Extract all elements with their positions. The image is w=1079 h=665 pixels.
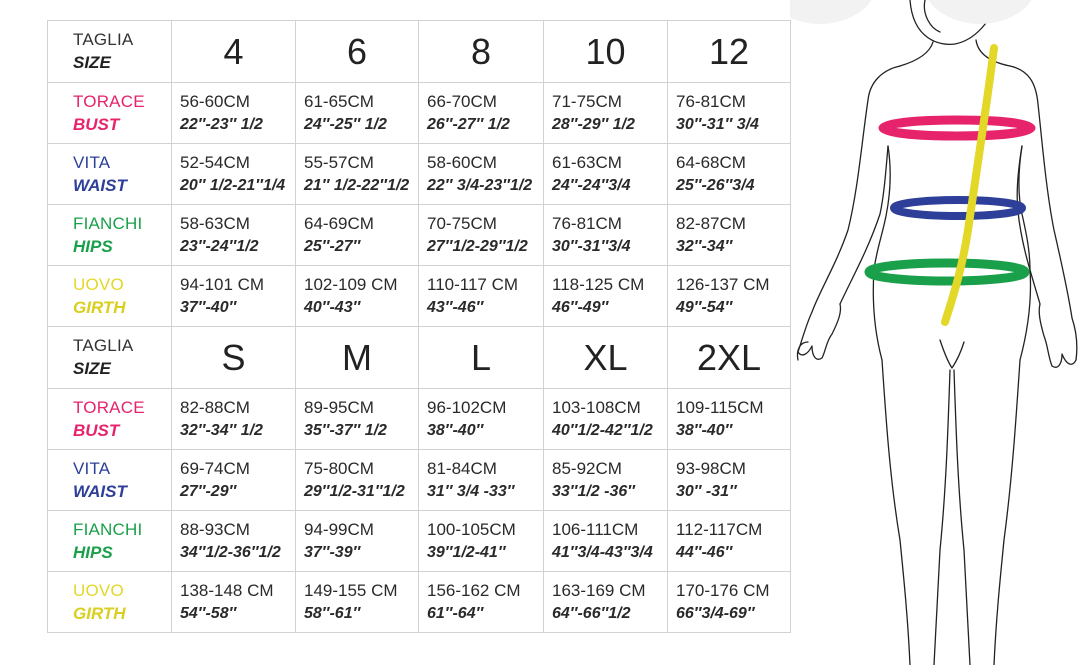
inch-value: 35″-37″ 1/2 (304, 421, 387, 439)
inch-value: 64″-66″1/2 (552, 604, 631, 622)
measure-cell (296, 511, 419, 572)
cm-value: 112-117CM (676, 519, 763, 539)
label-it: VITA (73, 152, 111, 172)
inch-value: 27″1/2-29″1/2 (427, 237, 528, 255)
measure-row-hips (48, 205, 791, 266)
inch-value: 32″-34″ (676, 237, 733, 255)
cm-value: 56-60CM (180, 91, 250, 111)
size-label-it: TAGLIA (73, 336, 134, 355)
inch-value: 44″-46″ (676, 543, 733, 561)
cm-value: 156-162 CM (427, 580, 521, 600)
inch-value: 33″1/2 -36″ (552, 482, 635, 500)
cm-value: 149-155 CM (304, 580, 398, 600)
cm-value: 110-117 CM (427, 274, 519, 294)
decor-circle-right (922, 0, 1038, 24)
measure-cell (419, 389, 544, 450)
inch-value: 54″-58″ (180, 604, 237, 622)
cm-value: 69-74CM (180, 458, 250, 478)
cm-value: 70-75CM (427, 213, 497, 233)
cm-value: 109-115CM (676, 397, 764, 417)
measure-cell (172, 83, 296, 144)
inch-value: 37″-40″ (180, 298, 237, 316)
inch-value: 39″1/2-41″ (427, 543, 506, 561)
measure-cell (172, 450, 296, 511)
cm-value: 82-88CM (180, 397, 250, 417)
measure-cell (544, 83, 668, 144)
measure-cell (419, 205, 544, 266)
inch-value: 30″-31″ 3/4 (676, 115, 759, 133)
size-value: 2XL (668, 327, 791, 389)
bust-band (883, 120, 1031, 136)
cm-value: 106-111CM (552, 519, 639, 539)
measure-cell (172, 266, 296, 327)
measure-row-bust (48, 83, 791, 144)
cm-value: 66-70CM (427, 91, 497, 111)
size-header-row (48, 327, 791, 389)
measure-cell (544, 511, 668, 572)
measure-cell (668, 266, 791, 327)
inch-value: 22″-23″ 1/2 (180, 115, 263, 133)
size-value: 8 (419, 21, 544, 83)
cm-value: 61-65CM (304, 91, 374, 111)
waist-label (48, 144, 172, 205)
body-measurement-figure (790, 0, 1079, 665)
measure-cell (172, 389, 296, 450)
label-en: BUST (73, 420, 120, 440)
label-en: GIRTH (73, 603, 126, 623)
inch-value: 26″-27″ 1/2 (427, 115, 510, 133)
size-value: M (296, 327, 419, 389)
inch-value: 24″-25″ 1/2 (304, 115, 387, 133)
inch-value: 28″-29″ 1/2 (552, 115, 635, 133)
inch-value: 25″-27″ (304, 237, 361, 255)
size-value: S (172, 327, 296, 389)
cm-value: 138-148 CM (180, 580, 274, 600)
inch-value: 24″-24″3/4 (552, 176, 631, 194)
measure-cell (544, 144, 668, 205)
cm-value: 64-68CM (676, 152, 746, 172)
cm-value: 94-99CM (304, 519, 374, 539)
label-it: FIANCHI (73, 519, 143, 539)
hips-label (48, 511, 172, 572)
measure-cell (668, 205, 791, 266)
size-value: 6 (296, 21, 419, 83)
cm-value: 102-109 CM (304, 274, 398, 294)
cm-value: 81-84CM (427, 458, 497, 478)
size-value: XL (544, 327, 668, 389)
size-header-label (48, 327, 172, 389)
cm-value: 94-101 CM (180, 274, 265, 294)
inch-value: 40″1/2-42″1/2 (552, 421, 653, 439)
cm-value: 88-93CM (180, 519, 250, 539)
measure-cell (544, 450, 668, 511)
inch-value: 30″-31″3/4 (552, 237, 631, 255)
cm-value: 100-105CM (427, 519, 516, 539)
inch-value: 38″-40″ (427, 421, 484, 439)
inch-value: 46″-49″ (552, 298, 609, 316)
cm-value: 76-81CM (676, 91, 746, 111)
measure-row-girth (48, 572, 791, 633)
inch-value: 20″ 1/2-21″1/4 (180, 176, 286, 194)
waist-band (894, 200, 1022, 216)
measure-cell (296, 83, 419, 144)
size-label-en: SIZE (73, 359, 111, 378)
label-it: VITA (73, 458, 111, 478)
inch-value: 38″-40″ (676, 421, 733, 439)
cm-value: 71-75CM (552, 91, 622, 111)
inch-value: 49″-54″ (676, 298, 733, 316)
label-en: WAIST (73, 481, 127, 501)
hips-label (48, 205, 172, 266)
inch-value: 23″-24″1/2 (180, 237, 259, 255)
measure-row-girth (48, 266, 791, 327)
inch-value: 43″-46″ (427, 298, 484, 316)
measure-cell (668, 389, 791, 450)
inch-value: 31″ 3/4 -33″ (427, 482, 515, 500)
bust-label (48, 389, 172, 450)
cm-value: 55-57CM (304, 152, 374, 172)
waist-label (48, 450, 172, 511)
cm-value: 96-102CM (427, 397, 507, 417)
cm-value: 52-54CM (180, 152, 250, 172)
cm-value: 75-80CM (304, 458, 374, 478)
measure-cell (419, 266, 544, 327)
inch-value: 27″-29″ (180, 482, 237, 500)
measure-cell (172, 144, 296, 205)
measure-cell (172, 511, 296, 572)
size-value: 12 (668, 21, 791, 83)
label-it: FIANCHI (73, 213, 143, 233)
cm-value: 58-63CM (180, 213, 250, 233)
size-header-row (48, 21, 791, 83)
measure-cell (296, 450, 419, 511)
label-it: TORACE (73, 91, 145, 111)
cm-value: 61-63CM (552, 152, 622, 172)
cm-value: 58-60CM (427, 152, 497, 172)
measure-cell (296, 389, 419, 450)
inch-value: 40″-43″ (304, 298, 361, 316)
measure-cell (172, 205, 296, 266)
label-en: HIPS (73, 236, 113, 256)
cm-value: 85-92CM (552, 458, 622, 478)
measure-cell (296, 205, 419, 266)
measure-cell (668, 572, 791, 633)
inch-value: 32″-34″ 1/2 (180, 421, 263, 439)
label-it: UOVO (73, 274, 124, 294)
measure-cell (296, 144, 419, 205)
cm-value: 118-125 CM (552, 274, 645, 294)
inch-value: 22″ 3/4-23″1/2 (427, 176, 533, 194)
inch-value: 34″1/2-36″1/2 (180, 543, 281, 561)
measure-cell (419, 144, 544, 205)
label-en: BUST (73, 114, 120, 134)
measure-cell (668, 511, 791, 572)
label-it: TORACE (73, 397, 145, 417)
cm-value: 93-98CM (676, 458, 746, 478)
inch-value: 25″-26″3/4 (676, 176, 755, 194)
inch-value: 37″-39″ (304, 543, 361, 561)
measure-cell (419, 450, 544, 511)
measure-cell (296, 572, 419, 633)
label-en: GIRTH (73, 297, 126, 317)
measure-cell (419, 572, 544, 633)
inch-value: 41″3/4-43″3/4 (552, 543, 653, 561)
cm-value: 82-87CM (676, 213, 746, 233)
size-header-label (48, 21, 172, 83)
measure-cell (296, 266, 419, 327)
measure-cell (544, 389, 668, 450)
size-label-it: TAGLIA (73, 30, 134, 49)
size-value: 4 (172, 21, 296, 83)
measure-cell (668, 144, 791, 205)
measure-cell (544, 205, 668, 266)
measure-cell (544, 266, 668, 327)
cm-value: 170-176 CM (676, 580, 770, 600)
label-en: WAIST (73, 175, 127, 195)
size-value: 10 (544, 21, 668, 83)
inch-value: 30″ -31″ (676, 482, 737, 500)
measure-cell (419, 511, 544, 572)
measure-cell (668, 83, 791, 144)
girth-label (48, 266, 172, 327)
girth-label (48, 572, 172, 633)
bust-label (48, 83, 172, 144)
decor-circle-left (790, 0, 878, 24)
cm-value: 76-81CM (552, 213, 622, 233)
label-en: HIPS (73, 542, 113, 562)
cm-value: 89-95CM (304, 397, 374, 417)
size-label-en: SIZE (73, 53, 111, 72)
measure-row-waist (48, 144, 791, 205)
cm-value: 64-69CM (304, 213, 374, 233)
inch-value: 58″-61″ (304, 604, 361, 622)
label-it: UOVO (73, 580, 124, 600)
inch-value: 61″-64″ (427, 604, 484, 622)
measure-row-waist (48, 450, 791, 511)
cm-value: 163-169 CM (552, 580, 646, 600)
size-chart-table (47, 20, 791, 633)
measure-row-bust (48, 389, 791, 450)
inch-value: 21″ 1/2-22″1/2 (304, 176, 410, 194)
inch-value: 29″1/2-31″1/2 (304, 482, 405, 500)
cm-value: 103-108CM (552, 397, 641, 417)
measure-cell (544, 572, 668, 633)
size-value: L (419, 327, 544, 389)
measure-cell (419, 83, 544, 144)
inch-value: 66″3/4-69″ (676, 604, 755, 622)
hips-band (869, 263, 1025, 281)
measure-cell (172, 572, 296, 633)
measure-row-hips (48, 511, 791, 572)
size-chart-body (48, 21, 791, 633)
measure-cell (668, 450, 791, 511)
cm-value: 126-137 CM (676, 274, 770, 294)
